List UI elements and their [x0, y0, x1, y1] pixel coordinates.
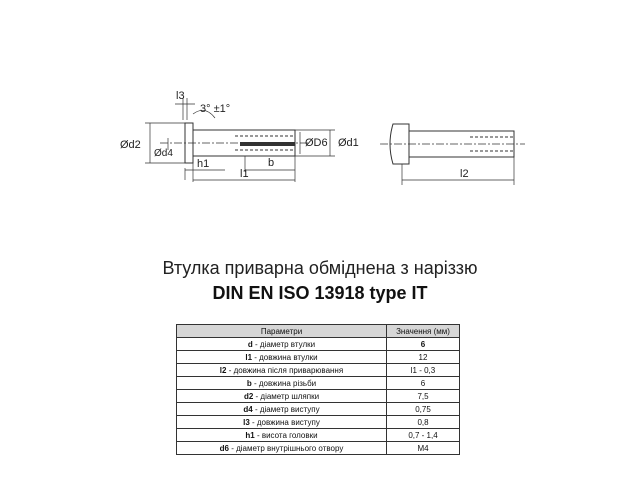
param-cell — [177, 403, 387, 416]
table-header-row — [177, 325, 460, 338]
param-symbol: b — [246, 378, 252, 388]
param-value: 0,7 - 1,4 — [387, 429, 460, 442]
header-values: Значення (мм) — [387, 325, 460, 338]
table-row — [177, 351, 460, 364]
param-desc: - діаметр виступу — [252, 404, 320, 414]
label-d1: Ød1 — [338, 137, 359, 149]
param-cell — [177, 338, 387, 351]
param-symbol: d — [247, 339, 253, 349]
param-value: 7,5 — [387, 390, 460, 403]
parameters-table — [176, 324, 460, 455]
label-angle: 3° ±1° — [200, 103, 231, 115]
param-desc: - довжина різьби — [251, 378, 317, 388]
label-l1: l1 — [240, 168, 249, 180]
param-cell — [177, 416, 387, 429]
value-cell — [387, 338, 460, 351]
header-parameters: Параметри — [177, 325, 387, 338]
param-symbol: d4 — [243, 404, 253, 414]
param-cell — [177, 390, 387, 403]
product-title: Втулка приварна обміднена з наріззю — [162, 258, 478, 278]
param-desc: - діаметр втулки — [252, 339, 316, 349]
param-value: 0,8 — [387, 416, 460, 429]
param-desc: - висота головки — [254, 430, 318, 440]
param-symbol: d6 — [219, 443, 229, 453]
label-h1: h1 — [197, 158, 210, 170]
param-desc: - довжина втулки — [252, 352, 318, 362]
table-row — [177, 442, 460, 455]
param-cell — [177, 442, 387, 455]
table-row — [177, 429, 460, 442]
table-row — [177, 416, 460, 429]
table-row — [177, 364, 460, 377]
label-d4: Ød4 — [154, 148, 173, 159]
param-value: 0,75 — [387, 403, 460, 416]
param-value: l1 - 0,3 — [387, 364, 460, 377]
param-desc: - довжина виступу — [249, 417, 320, 427]
param-cell — [177, 351, 387, 364]
param-cell — [177, 364, 387, 377]
param-value: 12 — [387, 351, 460, 364]
param-desc: - діаметр шляпки — [253, 391, 320, 401]
table-row — [177, 390, 460, 403]
param-value: 6 — [420, 339, 426, 349]
product-standard: DIN EN ISO 13918 type IT — [212, 283, 428, 303]
param-value: 6 — [387, 377, 460, 390]
param-desc: - довжина після приварювання — [226, 365, 344, 375]
param-desc: - діаметр внутрішнього отвору — [228, 443, 344, 453]
param-cell — [177, 429, 387, 442]
param-symbol: h1 — [245, 430, 255, 440]
param-symbol: l3 — [243, 417, 250, 427]
welded-view — [380, 124, 525, 185]
label-d2: Ød2 — [120, 139, 141, 151]
param-symbol: l2 — [219, 365, 227, 375]
label-D6: ØD6 — [305, 137, 328, 149]
label-b: b — [268, 157, 275, 169]
table-row — [177, 377, 460, 390]
param-symbol: l1 — [245, 352, 253, 362]
table-row — [177, 338, 460, 351]
label-l3: l3 — [176, 90, 185, 102]
table-row — [177, 403, 460, 416]
param-symbol: d2 — [243, 391, 254, 401]
label-l2: l2 — [460, 168, 469, 180]
param-cell — [177, 377, 387, 390]
param-value: M4 — [387, 442, 460, 455]
